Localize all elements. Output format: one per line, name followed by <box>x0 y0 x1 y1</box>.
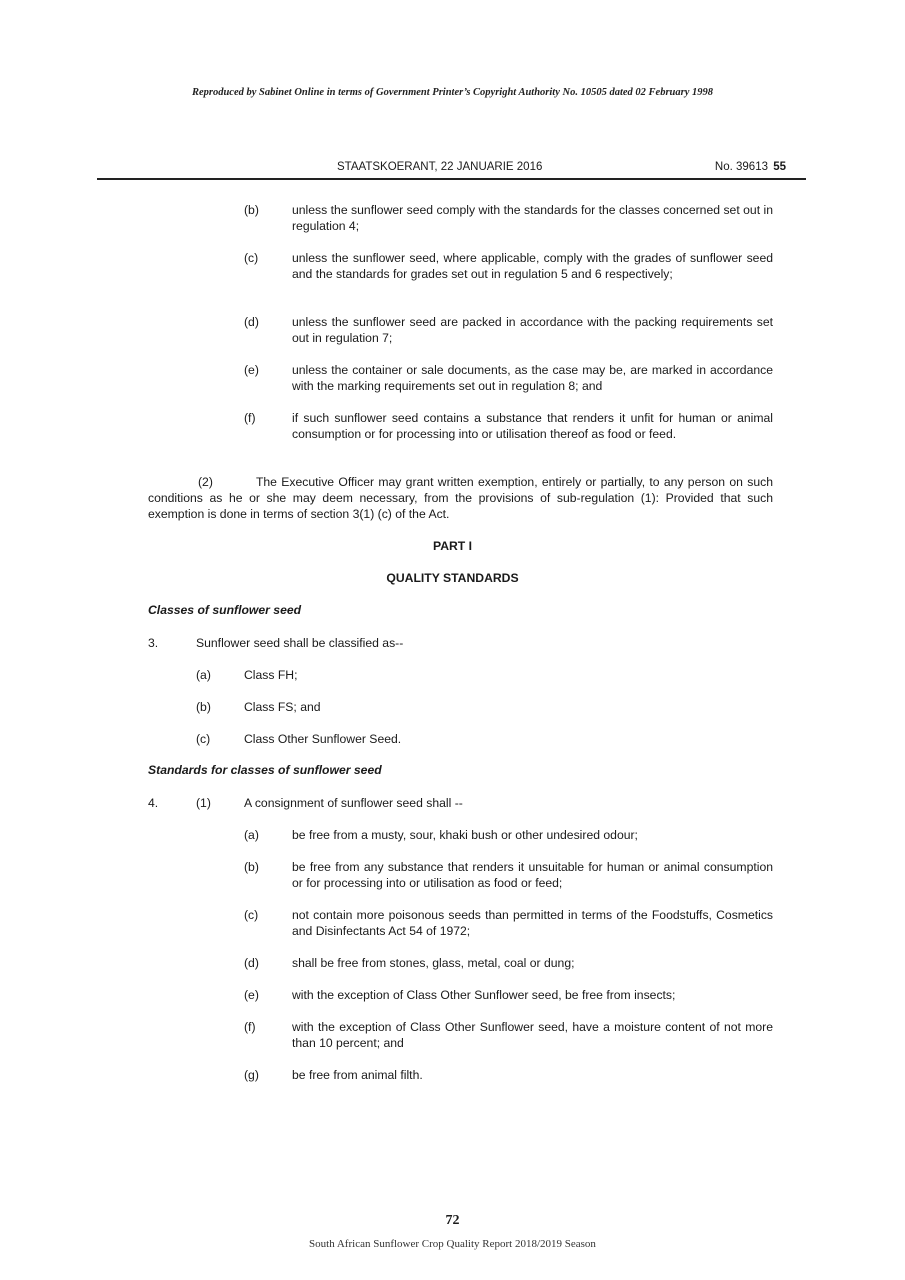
footer-report-title: South African Sunflower Crop Quality Report 2018/2019 Season <box>309 1238 596 1250</box>
item-label: (e) <box>244 363 259 377</box>
item-text: shall be free from stones, glass, metal, coal or dung; <box>292 956 575 970</box>
item-label: (d) <box>244 956 259 970</box>
item-text: unless the sunflower seed, where applicable, comply with the grades of sunflower seed and the standards for grades set out in regulation 5 and 6 respectively; <box>292 251 773 281</box>
exemption-text: The Executive Officer may grant written exemption, entirely or partially, to any person on such conditions as he or she may deem necessary, from the provisions of sub-regulation (1): Provided that such exemption is done in terms of section 3(1) (c) of the Act. <box>148 475 773 521</box>
item-text: be free from a musty, sour, khaki bush or other undesired odour; <box>292 828 638 842</box>
regulation-number: 4. <box>148 796 159 810</box>
gazette-header <box>97 161 806 180</box>
item-label: (c) <box>244 908 259 922</box>
item-label: (f) <box>244 411 256 425</box>
item-label: (a) <box>196 668 211 682</box>
item-label: (e) <box>244 988 259 1002</box>
item-text: be free from any substance that renders it unsuitable for human or animal consumption or for processing into or utilisation as food or feed; <box>292 860 773 890</box>
item-text: be free from animal filth. <box>292 1068 423 1082</box>
item-label: (b) <box>196 700 211 714</box>
item-label: (b) <box>244 203 259 217</box>
gazette-page-number: 55 <box>773 161 786 173</box>
item-label: (f) <box>244 1020 256 1034</box>
item-text: with the exception of Class Other Sunflower seed, have a moisture content of not more than 10 percent; and <box>292 1020 773 1050</box>
item-text: unless the sunflower seed are packed in accordance with the packing requirements set out in regulation 7; <box>292 315 773 345</box>
classes-heading: Classes of sunflower seed <box>148 603 302 617</box>
gazette-title: STAATSKOERANT, 22 JANUARIE 2016 <box>337 161 543 173</box>
item-text: unless the container or sale documents, as the case may be, are marked in accordance with the marking requirements set out in regulation 8; and <box>292 363 773 393</box>
part-title: PART I <box>432 539 473 553</box>
item-label: (c) <box>196 732 211 746</box>
item-label: (a) <box>244 828 259 842</box>
item-label: (g) <box>244 1068 259 1082</box>
copyright-notice: Reproduced by Sabinet Online in terms of Government Printer’s Copyright Authority No. 10505 dated 02 February 1998 <box>191 87 714 98</box>
item-text: unless the sunflower seed comply with the standards for the classes concerned set out in regulation 4; <box>292 203 773 233</box>
item-label: (c) <box>244 251 259 265</box>
gazette-number: No. 39613 <box>714 161 768 173</box>
item-text: if such sunflower seed contains a substance that renders it unfit for human or animal consumption or for processing into or utilisation thereof as food or feed. <box>292 411 773 441</box>
item-text: not contain more poisonous seeds than permitted in terms of the Foodstuffs, Cosmetics and Disinfectants Act 54 of 1972; <box>292 908 773 938</box>
item-text: Class FS; and <box>244 700 321 714</box>
subregulation-number: (1) <box>196 796 211 810</box>
regulation-number: 3. <box>148 636 159 650</box>
regulation-text: Sunflower seed shall be classified as-- <box>196 636 404 650</box>
regulation-text: A consignment of sunflower seed shall -- <box>244 796 463 810</box>
item-text: with the exception of Class Other Sunflower seed, be free from insects; <box>292 988 676 1002</box>
item-label: (d) <box>244 315 259 329</box>
exemption-paragraph <box>148 474 773 522</box>
item-text: Class FH; <box>244 668 298 682</box>
standards-heading: Standards for classes of sunflower seed <box>148 763 382 777</box>
part-subtitle: QUALITY STANDARDS <box>386 571 519 585</box>
exemption-label: (2) <box>198 475 213 489</box>
item-label: (b) <box>244 860 259 874</box>
item-text: Class Other Sunflower Seed. <box>244 732 402 746</box>
footer-page-number: 72 <box>445 1213 460 1228</box>
